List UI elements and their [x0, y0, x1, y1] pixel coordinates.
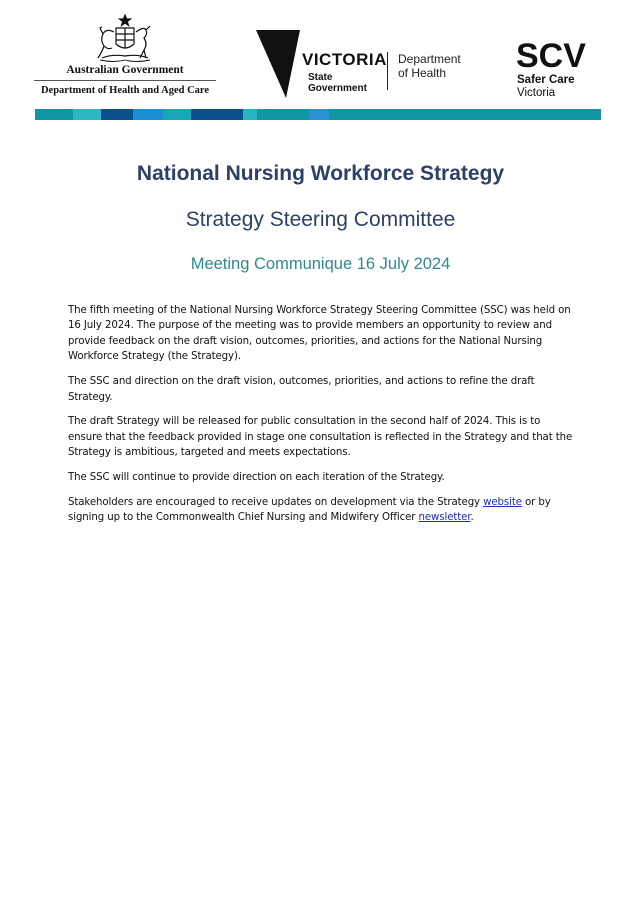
page-subtitle: Strategy Steering Committee — [185, 208, 456, 231]
victoria-department-label: Department — [398, 52, 461, 66]
scv-monogram-text: SCV — [516, 37, 586, 72]
victoria-government-logo — [256, 28, 486, 100]
color-bar-segment — [133, 109, 163, 120]
aus-gov-department: Department of Health and Aged Care — [40, 85, 210, 96]
color-bar-segment — [101, 109, 133, 120]
paragraph-text: Stakeholders are encouraged to receive updates on development via the Strategy — [68, 497, 484, 509]
scv-monogram-icon — [516, 36, 604, 72]
aus-gov-divider — [34, 80, 216, 81]
color-bar-segment — [163, 109, 191, 120]
color-bar-segment — [73, 109, 101, 120]
color-bar-segment — [243, 109, 257, 120]
color-bar-segment — [309, 109, 329, 120]
paragraph: The SSC and direction on the draft vision, outcomes, priorities, and actions to refine the draft Strategy. — [68, 376, 535, 403]
safer-care-victoria-logo — [516, 36, 606, 100]
paragraph — [68, 495, 573, 526]
color-bar-segment — [257, 109, 309, 120]
scv-victoria-label: Victoria — [517, 87, 556, 99]
website-link[interactable]: website — [483, 497, 522, 509]
victoria-government-label: Government — [308, 83, 367, 94]
header-color-bar — [35, 109, 601, 120]
color-bar-segment — [329, 109, 601, 120]
paragraph: The fifth meeting of the National Nursing Workforce Strategy Steering Committee (SSC) was held on 16 July 2024. The purpose of the meeting was to provide members an opportunity to review and provide feedback on the draft vision, outcomes, priorities, and actions for the National Nursing Workforce Strategy (the Strategy). — [68, 305, 571, 363]
meeting-heading: Meeting Communique 16 July 2024 — [190, 255, 451, 273]
paragraph-text: or by signing up to the Commonwealth Chief Nursing and Midwifery Officer — [68, 497, 551, 524]
paragraph: The SSC will continue to provide direction on each iteration of the Strategy. — [68, 472, 445, 484]
victoria-state-label: State — [308, 72, 333, 83]
scv-safer-care-label: Safer Care — [517, 74, 575, 86]
victoria-of-health-label: of Health — [398, 66, 447, 80]
newsletter-link[interactable]: newsletter — [418, 512, 471, 524]
page-title: National Nursing Workforce Strategy — [136, 162, 505, 185]
coat-of-arms-icon — [92, 14, 158, 64]
victoria-wordmark: VICTORIA — [302, 50, 387, 69]
communique-body — [68, 303, 573, 535]
paragraph: The draft Strategy will be released for public consultation in the second half of 2024. This is to ensure that the feedback provided in stage one consultation is reflected in the Strategy and that the Strategy is ambitious, targeted and meets expectations. — [68, 416, 573, 459]
paragraph-text: . — [470, 512, 474, 524]
victoria-divider — [387, 52, 388, 90]
australian-government-logo — [34, 12, 216, 98]
aus-gov-name: Australian Government — [66, 64, 184, 76]
color-bar-segment — [191, 109, 243, 120]
color-bar-segment — [35, 109, 73, 120]
